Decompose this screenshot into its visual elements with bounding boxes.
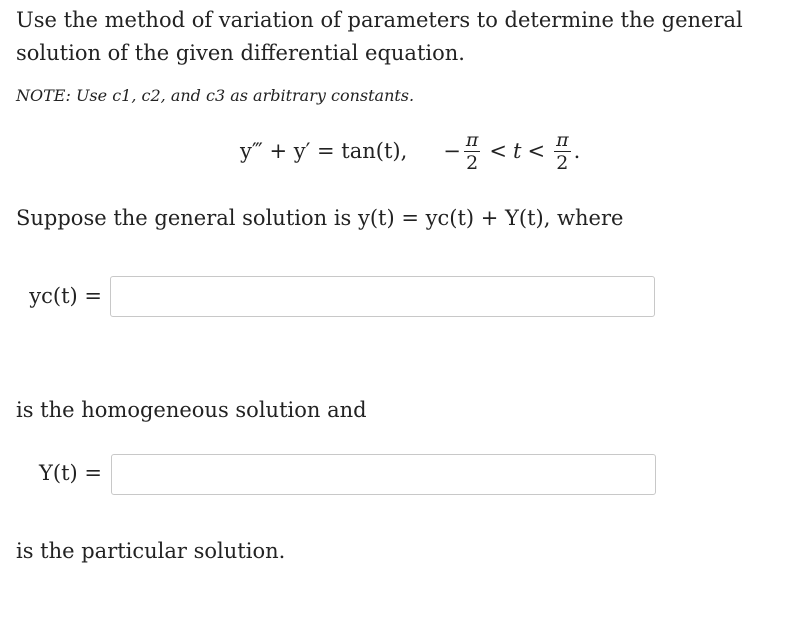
lower-bound-denominator: 2 <box>466 151 479 174</box>
upper-bound-denominator: 2 <box>556 151 569 174</box>
general-solution-statement: Suppose the general solution is y(t) = yc(t) + Y(t), where <box>16 206 624 230</box>
upper-bound-fraction <box>554 129 571 174</box>
yc-answer-input[interactable] <box>110 276 655 317</box>
note-text: NOTE: Use c1, c2, and c3 as arbitrary constants. <box>16 86 415 105</box>
problem-statement: Use the method of variation of parameters to determine the general solution of the given differential equation. <box>16 8 743 65</box>
equation-minus-sign: − <box>443 139 461 163</box>
less-than-sign: < <box>527 139 546 163</box>
variable-t: t <box>513 139 522 163</box>
less-than-sign: < <box>489 139 508 163</box>
lower-bound-fraction <box>464 129 481 174</box>
upper-bound-numerator: π <box>556 128 569 151</box>
Y-answer-input[interactable] <box>111 454 656 495</box>
Y-label: Y(t) = <box>39 461 102 485</box>
homogeneous-solution-text: is the homogeneous solution and <box>16 398 367 422</box>
particular-solution-text: is the particular solution. <box>16 539 286 563</box>
equation-period: . <box>573 139 581 163</box>
differential-equation <box>240 126 580 176</box>
equation-lhs: y‴ + y′ = tan(t), <box>240 139 408 163</box>
lower-bound-numerator: π <box>465 128 479 151</box>
yc-label: yc(t) = <box>29 284 102 308</box>
